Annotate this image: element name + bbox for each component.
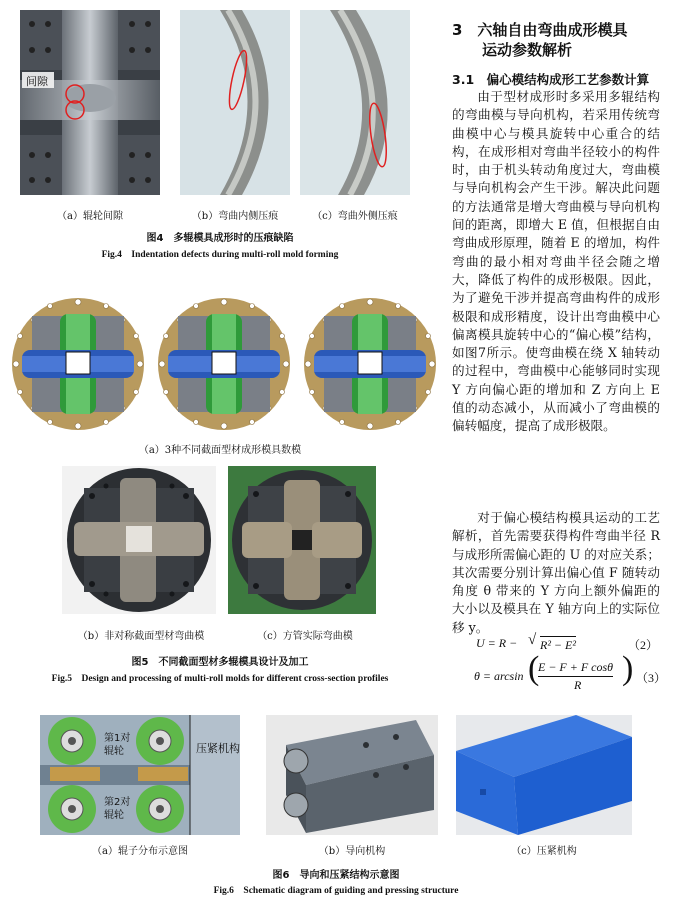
fig4c-caption: （c）弯曲外侧压痕 <box>312 211 398 222</box>
press-mechanism-label: 压紧机构 <box>196 742 240 755</box>
fig6c-photo <box>456 715 632 835</box>
eq3-right-paren: ) <box>622 650 634 687</box>
fig4c-photo <box>300 10 410 195</box>
fig5c-photo <box>228 466 376 614</box>
fig6b-caption: （b）导向机构 <box>318 846 386 857</box>
fig6c-caption: （c）压紧机构 <box>511 846 577 857</box>
eq2-lhs: U = R − <box>476 636 518 650</box>
fig4-title-en: Fig.4 Indentation defects during multi-roll mold forming <box>101 250 339 260</box>
body-paragraph-2 <box>452 509 660 637</box>
section-title-line2: 运动参数解析 <box>482 41 573 59</box>
fig6-title-cn: 图6 导向和压紧结构示意图 <box>272 870 400 881</box>
fig5c-caption: （c）方管实际弯曲模 <box>257 631 353 642</box>
fig4b-photo <box>180 10 290 195</box>
pair2-label-l1: 第2对 <box>104 797 131 808</box>
eq2-sqrt-sign: √ <box>528 632 537 648</box>
fig5-title-cn: 图5 不同截面型材多辊模具设计及加工 <box>131 657 309 668</box>
fig4b-caption: （b）弯曲内侧压痕 <box>191 211 279 222</box>
fig5a-render <box>10 296 438 432</box>
pair1-label-l2: 辊轮 <box>104 746 124 757</box>
gap-label: 间隙 <box>26 75 48 88</box>
paragraph-1-text: 由于型材成形时多采用多辊结构的弯曲模与导向机构，若采用传统弯曲模中心与模具旋转中心重合的结构，在成形相对弯曲半径较小的构件时，由于机头转动角度过大，弯曲模与导向机构会产生干涉。解决此问题的方法通常是增大弯曲模与导向机构间的距离，即增大 E 值，但根据自由弯曲成形原理，随着 E 的增加，构件弯曲的最小相对弯曲半径会随之增大，降低了构件的成形极限。因此，为了避免干涉并提高弯曲构件的成形极限和成形精度，设计出弯曲模中心偏离模具旋转中心的“偏心模”结构，如图7所示。使弯曲模在绕 X 轴转动的过程中，弯曲模中心能够同时实现 Y 方向偏心距的增加和 Z 方向上 E 值的动态减小，从而减小了弯曲模的偏转幅度，提高了成形极限。 <box>452 89 660 434</box>
fig4a-caption: （a）辊轮间隙 <box>57 211 123 222</box>
fig6a-caption: （a）辊子分布示意图 <box>92 846 188 857</box>
section-title-line1: 3 六轴自由弯曲成形模具 <box>452 21 628 39</box>
eq2-number: （2） <box>628 638 659 652</box>
pair1-label-l1: 第1对 <box>104 733 131 744</box>
fig6a-diagram <box>40 715 240 835</box>
fig6b-photo <box>266 715 438 835</box>
fig4a-photo <box>20 10 160 195</box>
fig5b-caption: （b）非对称截面型材弯曲模 <box>77 631 205 642</box>
eq3-left-paren: ( <box>528 650 540 687</box>
fig5-title-en: Fig.5 Design and processing of multi-roll molds for different cross-section profiles <box>51 674 389 684</box>
fig4-title-cn: 图4 多辊模具成形时的压痕缺陷 <box>146 233 294 244</box>
pair2-label-l2: 辊轮 <box>104 810 124 821</box>
body-paragraph-1 <box>452 88 660 436</box>
fig5b-photo <box>62 466 216 614</box>
eq3-lhs: θ = arcsin <box>474 669 524 683</box>
fig6-title-en: Fig.6 Schematic diagram of guiding and pressing structure <box>213 886 459 896</box>
fig5a-caption: （a）3种不同截面型材成形模具数模 <box>138 445 302 456</box>
eq2-radicand: R² − E² <box>540 638 576 652</box>
eq3-denominator: R <box>574 678 582 692</box>
eq3-number: （3） <box>636 671 667 685</box>
eq3-numerator: E − F + F cosθ <box>538 660 613 677</box>
paragraph-2-text: 对于偏心模结构模具运动的工艺解析，首先需要获得构件弯曲半径 R 与成形所需偏心距的 U 的对应关系；其次需要分别计算出偏心值 F 随转动角度 θ 带来的 Y 方向上额外偏距的大小以及模具在 Y 轴方向上的实际位移 y。 <box>452 510 660 635</box>
subsection-title: 3.1 偏心模结构成形工艺参数计算 <box>452 72 650 87</box>
